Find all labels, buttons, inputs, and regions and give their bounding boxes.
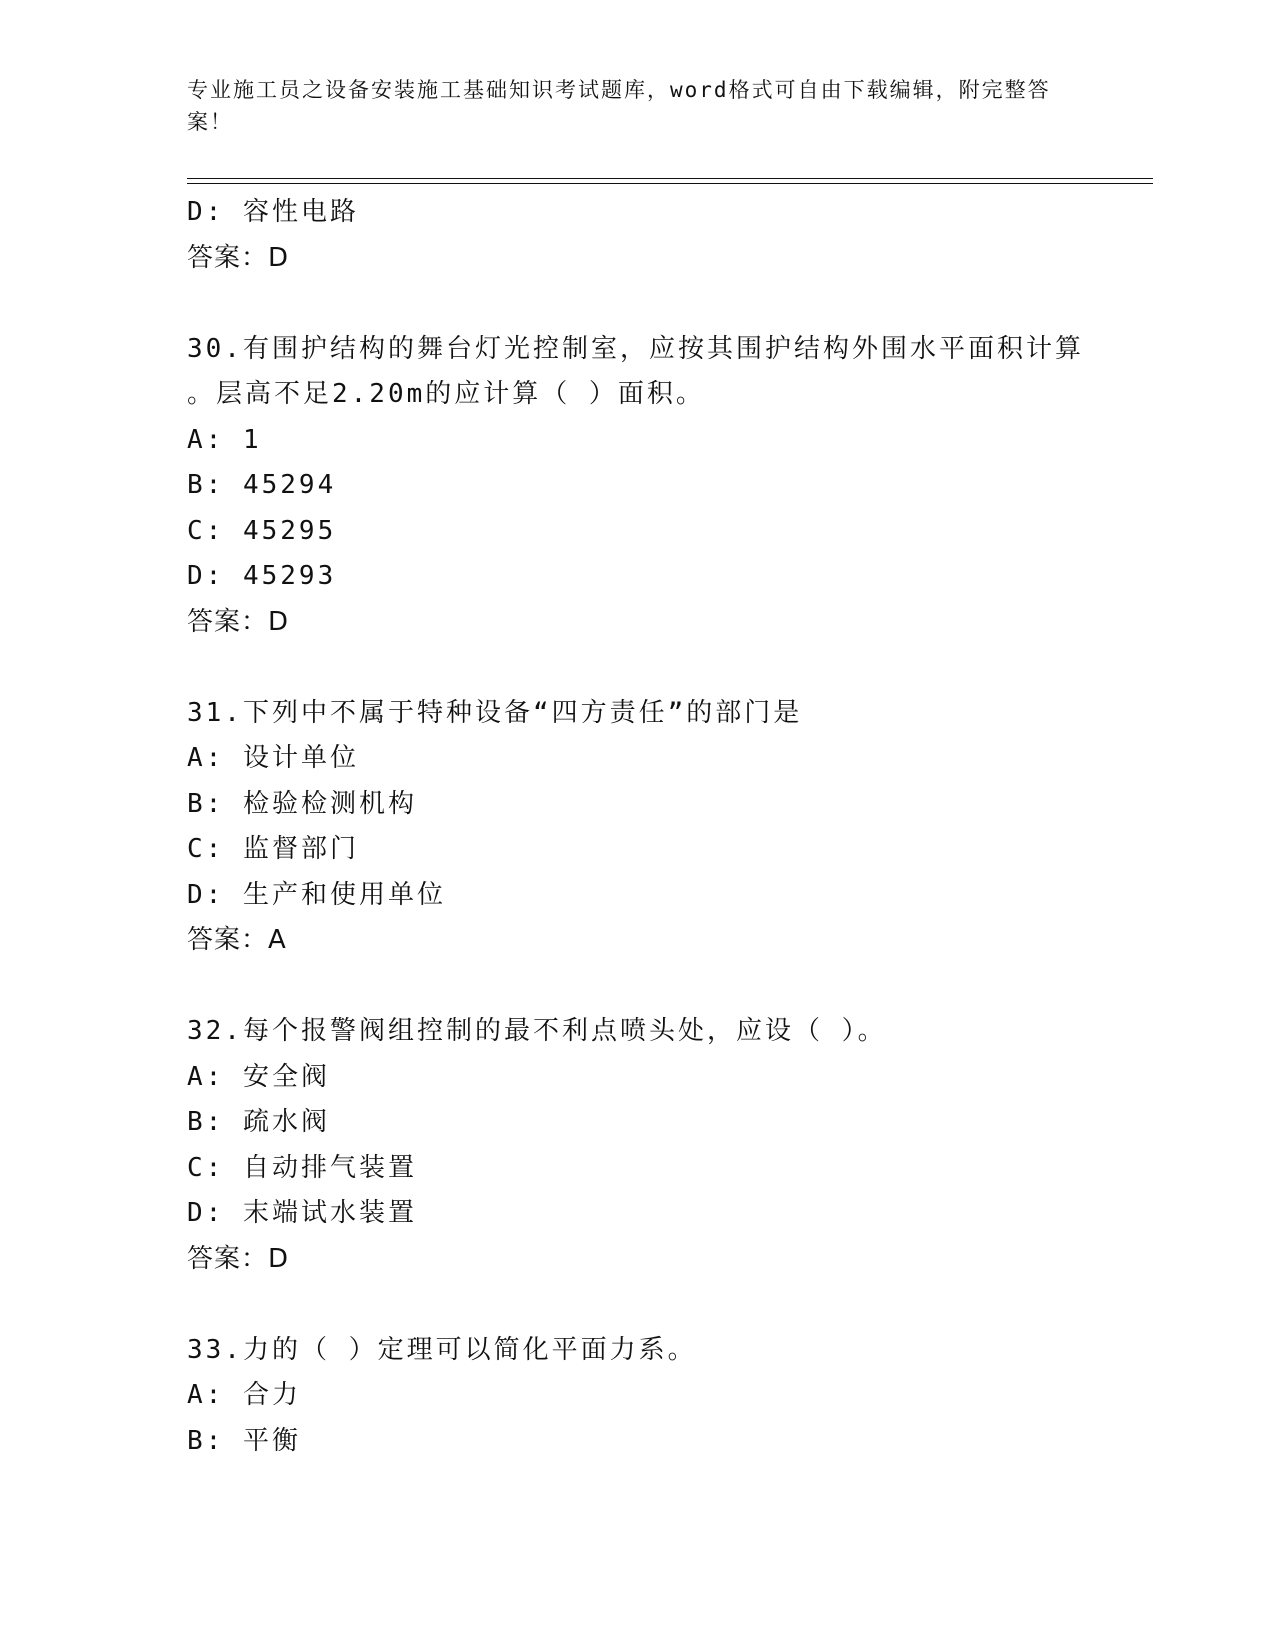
- option-a: A: 1: [187, 424, 262, 455]
- option-b: B: 检验检测机构: [187, 788, 417, 819]
- question-text-line-2: 。层高不足2.20m的应计算（ ）面积。: [187, 379, 705, 409]
- answer: 答案：D: [187, 1243, 290, 1274]
- header-rule-top: [187, 178, 1153, 179]
- question-text-line-1: 33.力的（ ）定理可以简化平面力系。: [187, 1334, 697, 1365]
- header-rule-bottom: [187, 183, 1153, 184]
- prev-answer: 答案：D: [187, 242, 290, 273]
- question-33: [187, 1328, 1153, 1465]
- option-b: B: 平衡: [187, 1425, 301, 1456]
- option-c: C: 自动排气装置: [187, 1152, 417, 1183]
- option-a: A: 合力: [187, 1380, 301, 1410]
- prev-option-d: D: 容性电路: [187, 197, 359, 227]
- answer: 答案：D: [187, 606, 290, 637]
- question-list: [187, 190, 1153, 1464]
- question-32: [187, 1009, 1153, 1282]
- option-b: B: 45294: [187, 470, 337, 500]
- option-b: B: 疏水阀: [187, 1107, 330, 1137]
- question-text-line-1: 30.有围护结构的舞台灯光控制室，应按其围护结构外围水平面积计算: [187, 333, 1084, 364]
- option-c: C: 监督部门: [187, 834, 359, 864]
- option-a: A: 设计单位: [187, 743, 359, 773]
- option-c: C: 45295: [187, 515, 337, 546]
- question-31: [187, 691, 1153, 964]
- answer: 答案：A: [187, 925, 287, 955]
- question-text-line-1: 31.下列中不属于特种设备“四方责任”的部门是: [187, 697, 803, 728]
- option-d: D: 45293: [187, 561, 337, 591]
- option-d: D: 生产和使用单位: [187, 879, 446, 910]
- question-text-line-1: 32.每个报警阀组控制的最不利点喷头处，应设（ ）。: [187, 1016, 887, 1046]
- option-a: A: 安全阀: [187, 1061, 330, 1092]
- option-d: D: 末端试水装置: [187, 1198, 417, 1228]
- document-header: 专业施工员之设备安装施工基础知识考试题库，word格式可自由下载编辑，附完整答案！: [187, 78, 1051, 134]
- question-30: [187, 327, 1153, 646]
